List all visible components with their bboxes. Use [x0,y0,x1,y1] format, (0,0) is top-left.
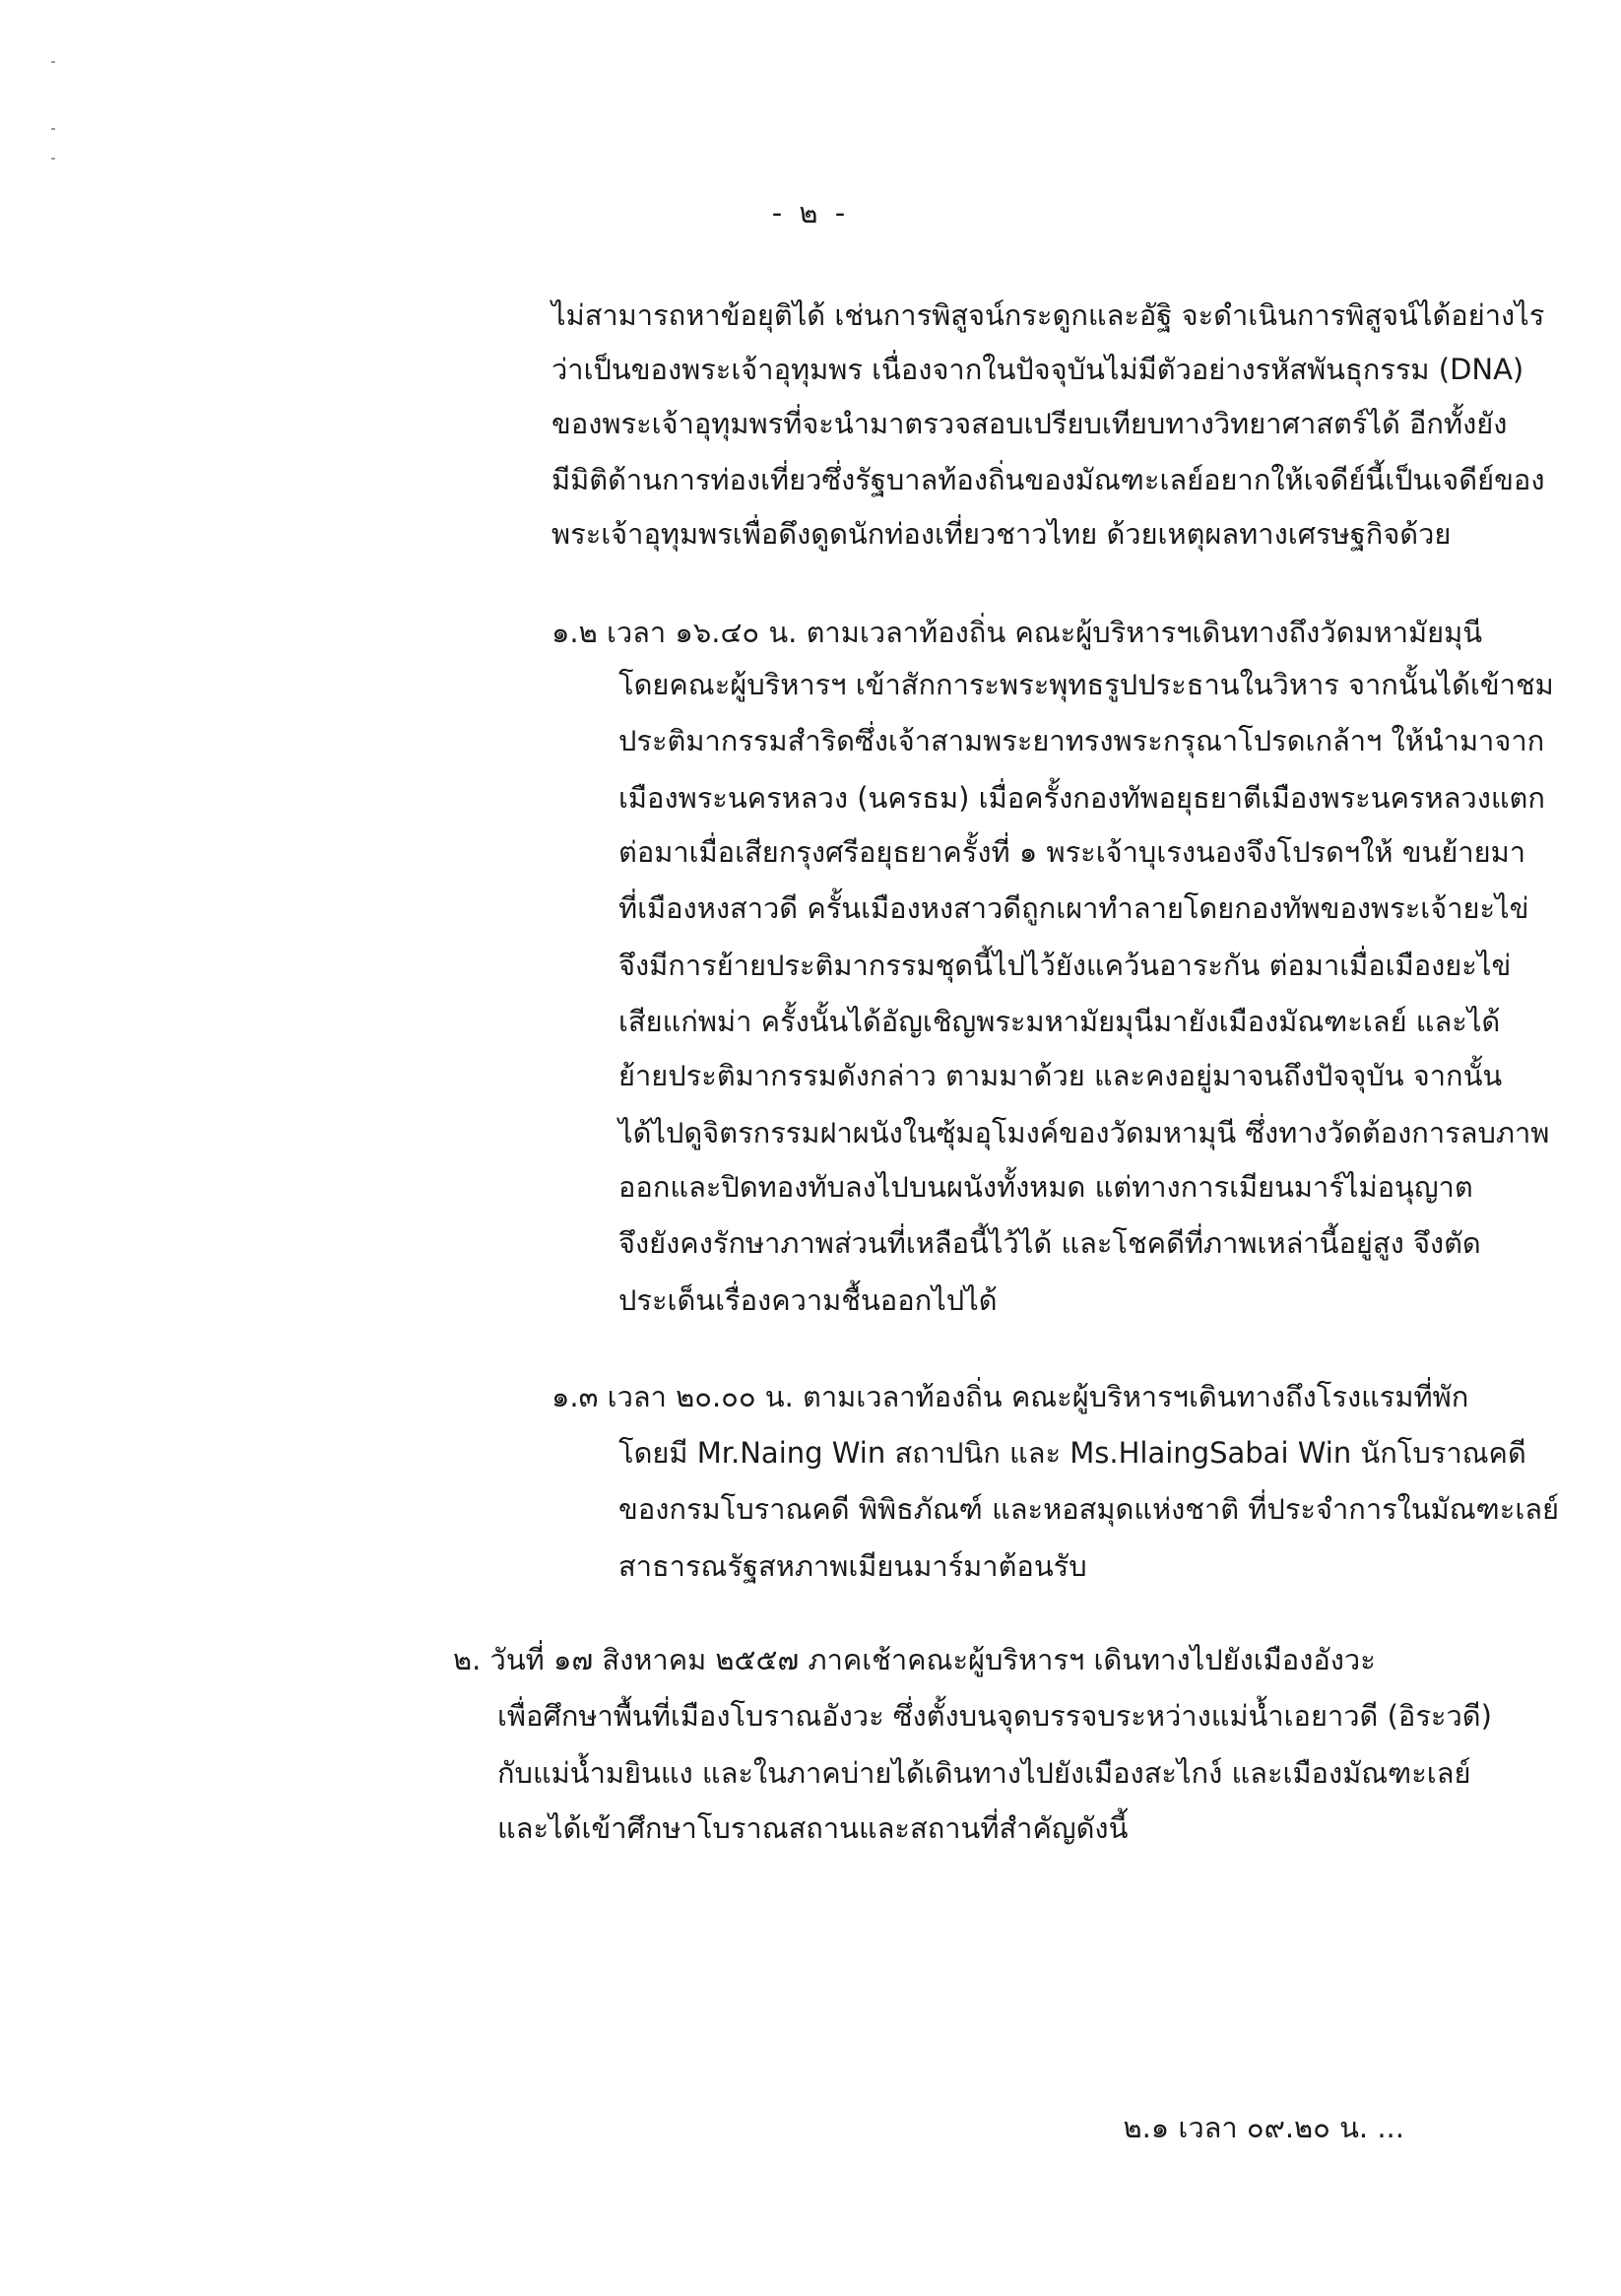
body-line: ได้ไปดูจิตรกรรมฝาผนังในซุ้มอุโมงค์ของวัดมหามุนี ซึ่งทางวัดต้องการลบภาพ [618,1116,1550,1149]
body-line: ต่อมาเมื่อเสียกรุงศรีอยุธยาครั้งที่ ๑ พระเจ้าบุเรงนองจึงโปรดฯให้ ขนย้ายมา [618,835,1526,869]
body-line: ของพระเจ้าอุทุมพรที่จะนำมาตรวจสอบเปรียบเทียบทางวิทยาศาสตร์ได้ อีกทั้งยัง [551,407,1508,440]
item-1-3-heading: ๑.๓ เวลา ๒๐.๐๐ น. ตามเวลาท้องถิ่น คณะผู้บริหารฯเดินทางถึงโรงแรมที่พัก [551,1380,1469,1413]
scan-mark [51,61,55,63]
body-line: จึงยังคงรักษาภาพส่วนที่เหลือนี้ไว้ได้ และโชคดีที่ภาพเหล่านี้อยู่สูง จึงตัด [618,1226,1481,1260]
item-2-heading: ๒. วันที่ ๑๗ สิงหาคม ๒๕๕๗ ภาคเช้าคณะผู้บริหารฯ เดินทางไปยังเมืองอังวะ [453,1643,1376,1676]
body-line: สาธารณรัฐสหภาพเมียนมาร์มาต้อนรับ [618,1549,1087,1583]
body-line: เสียแก่พม่า ครั้งนั้นได้อัญเชิญพระมหามัยมุนีมายังเมืองมัณฑะเลย์ และได้ [618,1005,1501,1038]
body-line: โดยคณะผู้บริหารฯ เข้าสักการะพระพุทธรูปประธานในวิหาร จากนั้นได้เข้าชม [618,668,1554,701]
body-line: ของกรมโบราณคดี พิพิธภัณฑ์ และหอสมุดแห่งชาติ ที่ประจำการในมัณฑะเลย์ [618,1492,1560,1526]
body-line: ย้ายประติมากรรมดังกล่าว ตามมาด้วย และคงอยู่มาจนถึงปัจจุบัน จากนั้น [618,1059,1503,1092]
body-line: ประเด็นเรื่องความชื้นออกไปได้ [618,1283,998,1317]
body-line: มีมิติด้านการท่องเที่ยวซึ่งรัฐบาลท้องถิ่นของมัณฑะเลย์อยากให้เจดีย์นี้เป็นเจดีย์ของ [551,463,1545,496]
body-line: เมืองพระนครหลวง (นครธม) เมื่อครั้งกองทัพอยุธยาตีเมืองพระนครหลวงแตก [618,781,1545,815]
body-line: ที่เมืองหงสาวดี ครั้นเมืองหงสาวดีถูกเผาทำลายโดยกองทัพของพระเจ้ายะไข่ [618,891,1529,925]
body-line: และได้เข้าศึกษาโบราณสถานและสถานที่สำคัญดังนี้ [497,1811,1129,1845]
body-line: พระเจ้าอุทุมพรเพื่อดึงดูดนักท่องเที่ยวชาวไทย ด้วยเหตุผลทางเศรษฐกิจด้วย [551,517,1452,551]
body-line: ประติมากรรมสำริดซึ่งเจ้าสามพระยาทรงพระกรุณาโปรดเกล้าฯ ให้นำมาจาก [618,724,1545,757]
body-line: โดยมี Mr.Naing Win สถาปนิก และ Ms.HlaingSabai Win นักโบราณคดี [618,1436,1526,1470]
scan-mark [51,128,55,130]
page-number: - ๒ - [771,196,850,230]
body-line: จึงมีการย้ายประติมากรรมชุดนี้ไปไว้ยังแคว้นอาระกัน ต่อมาเมื่อเมืองยะไข่ [618,949,1512,982]
scan-mark [51,158,55,160]
body-line: ไม่สามารถหาข้อยุติได้ เช่นการพิสูจน์กระดูกและอัฐิ จะดำเนินการพิสูจน์ได้อย่างไร [551,298,1545,332]
body-line: ออกและปิดทองทับลงไปบนผนังทั้งหมด แต่ทางการเมียนมาร์ไม่อนุญาต [618,1170,1473,1204]
item-1-2-heading: ๑.๒ เวลา ๑๖.๔๐ น. ตามเวลาท้องถิ่น คณะผู้บริหารฯเดินทางถึงวัดมหามัยมุนี [551,616,1483,649]
body-line: เพื่อศึกษาพื้นที่เมืองโบราณอังวะ ซึ่งตั้งบนจุดบรรจบระหว่างแม่น้ำเอยาวดี (อิระวดี) [497,1699,1492,1733]
body-line: ว่าเป็นของพระเจ้าอุทุมพร เนื่องจากในปัจจุบันไม่มีตัวอย่างรหัสพันธุกรรม (DNA) [551,353,1524,386]
body-line: กับแม่น้ำมยินแง และในภาคบ่ายได้เดินทางไปยังเมืองสะไกง์ และเมืองมัณฑะเลย์ [497,1756,1471,1790]
continuation-note: ๒.๑ เวลา ๐๙.๒๐ น. ... [1123,2111,1404,2144]
